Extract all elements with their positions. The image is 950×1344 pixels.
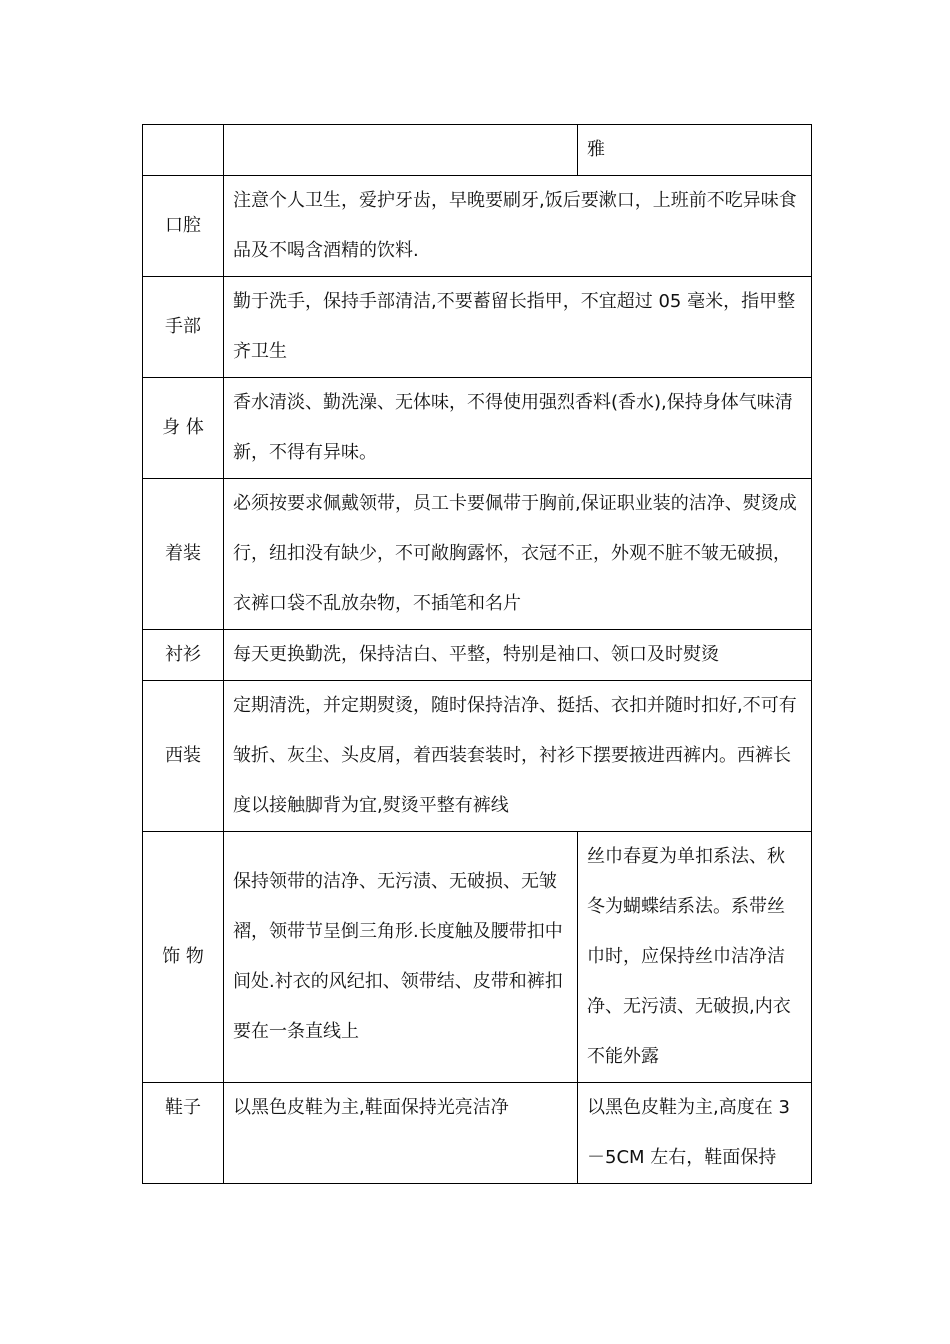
table-row [143, 479, 812, 630]
category-cell-body: 身 体 [143, 378, 224, 479]
women-standard-cell-shoes: 以黑色皮鞋为主,高度在 3 －5CM 左右，鞋面保持 [578, 1083, 812, 1184]
women-standard-cell: 雅 [578, 125, 812, 176]
category-cell [143, 125, 224, 176]
category-cell-shoes: 鞋子 [143, 1083, 224, 1184]
standard-cell-hands: 勤于洗手，保持手部清洁,不要蓄留长指甲，不宜超过 05 毫米，指甲整齐卫生 [224, 277, 812, 378]
table-row [143, 681, 812, 832]
standard-cell-suit: 定期清洗，并定期熨烫，随时保持洁净、挺括、衣扣并随时扣好,不可有皱折、灰尘、头皮屑，着西装套装时，衬衫下摆要掖进西裤内。西裤长度以接触脚背为宜,熨烫平整有裤线 [224, 681, 812, 832]
standard-cell-attire: 必须按要求佩戴领带，员工卡要佩带于胸前,保证职业装的洁净、熨烫成行，纽扣没有缺少，不可敞胸露怀，衣冠不正，外观不脏不皱无破损，衣裤口袋不乱放杂物，不插笔和名片 [224, 479, 812, 630]
category-cell-hands: 手部 [143, 277, 224, 378]
category-cell-attire: 着装 [143, 479, 224, 630]
men-standard-cell [224, 125, 578, 176]
men-standard-cell-accessories: 保持领带的洁净、无污渍、无破损、无皱褶，领带节呈倒三角形.长度触及腰带扣中间处.衬衣的风纪扣、领带结、皮带和裤扣要在一条直线上 [224, 832, 578, 1083]
table-row [143, 277, 812, 378]
category-cell-accessories: 饰 物 [143, 832, 224, 1083]
category-cell-oral: 口腔 [143, 176, 224, 277]
women-standard-cell-accessories: 丝巾春夏为单扣系法、秋冬为蝴蝶结系法。系带丝巾时，应保持丝巾洁净洁净、无污渍、无破损,内衣不能外露 [578, 832, 812, 1083]
standard-cell-oral: 注意个人卫生，爱护牙齿，早晚要刷牙,饭后要漱口，上班前不吃异味食品及不喝含酒精的饮料. [224, 176, 812, 277]
grooming-standards-table [142, 124, 812, 1184]
table-row [143, 125, 812, 176]
table-row [143, 378, 812, 479]
table-row [143, 832, 812, 1083]
table-row [143, 630, 812, 681]
table-row [143, 1083, 812, 1184]
standard-cell-shirt: 每天更换勤洗，保持洁白、平整，特别是袖口、领口及时熨烫 [224, 630, 812, 681]
category-cell-shirt: 衬衫 [143, 630, 224, 681]
men-standard-cell-shoes: 以黑色皮鞋为主,鞋面保持光亮洁净 [224, 1083, 578, 1184]
category-cell-suit: 西装 [143, 681, 224, 832]
table-row [143, 176, 812, 277]
standard-cell-body: 香水清淡、勤洗澡、无体味，不得使用强烈香料(香水),保持身体气味清新，不得有异味。 [224, 378, 812, 479]
